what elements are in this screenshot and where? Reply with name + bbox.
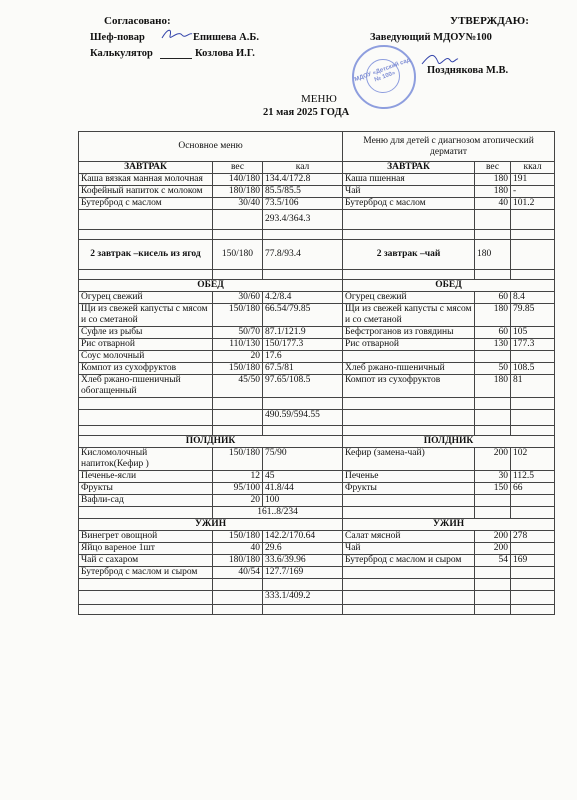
kkal-diet: 102 [511,448,555,471]
kkal-diet: 81 [511,375,555,398]
approved-left: Согласовано: [104,15,171,27]
kkal-diet [511,495,555,507]
table-row [79,351,555,363]
w-label-diet: вес [475,162,511,174]
menu-date: 21 мая 2025 ГОДА [263,107,350,118]
head-signature [420,50,460,70]
dish-main: Печенье-ясли [79,471,213,483]
dish-main: Чай с сахаром [79,555,213,567]
total-value: 161..8/234 [213,507,343,519]
weight-diet: 180 [475,174,511,186]
weight-main: 45/50 [213,375,263,398]
weight-diet: 54 [475,555,511,567]
dish-diet: Бутерброд с маслом [343,198,475,210]
weight-diet: 200 [475,531,511,543]
dish-diet: Чай [343,186,475,198]
kal-main: 97.65/108.5 [263,375,343,398]
second-breakfast-row [79,240,555,270]
weight-diet: 30 [475,471,511,483]
table-row [79,363,555,375]
weight-main: 40 [213,543,263,555]
kkal-diet: 108.5 [511,363,555,375]
table-row [79,186,555,198]
kkal-diet: 169 [511,555,555,567]
total-value: 490.59/594.55 [263,410,343,426]
stamp-text: МДОУ «Детский сад № 100» [353,57,412,84]
dish-main: Суфле из рыбы [79,327,213,339]
weight-diet: 130 [475,339,511,351]
kal-main: 45 [263,471,343,483]
kkal-label: ккал [511,162,555,174]
calculator-label: Калькулятор [90,48,153,59]
weight-diet: 60 [475,292,511,304]
calculator-name: Козлова И.Г. [195,48,255,59]
dish-diet: Бефстроганов из говядины [343,327,475,339]
kal-main: 85.5/85.5 [263,186,343,198]
weight-diet: 200 [475,543,511,555]
calculator-signature-line [160,58,192,59]
dish-diet: Компот из сухофруктов [343,375,475,398]
breakfast-body [79,174,555,210]
dish-main: Бутерброд с маслом [79,198,213,210]
kal-main: 73.5/106 [263,198,343,210]
menu-table [78,131,555,615]
total-value: 333.1/409.2 [263,591,343,605]
head-name: Позднякова М.В. [427,65,509,76]
dinner-total [79,591,555,605]
weight-main: 150/180 [213,304,263,327]
breakfast-header [79,162,555,174]
kal-main: 134.4/172.8 [263,174,343,186]
approve-right: УТВЕРЖДАЮ: [450,15,529,27]
dish-diet: Салат мясной [343,531,475,543]
table-row [79,375,555,398]
breakfast-total [79,210,555,230]
table-row [79,495,555,507]
w-label: вес [213,162,263,174]
table-row [79,543,555,555]
weight-main: 140/180 [213,174,263,186]
weight-main: 150/180 [213,531,263,543]
breakfast-label-diet: ЗАВТРАК [343,162,475,174]
kkal-diet: 278 [511,531,555,543]
weight-main: 95/100 [213,483,263,495]
table-row [79,327,555,339]
chef-name: Епишева А.Б. [193,32,259,43]
kkal-diet: 66 [511,483,555,495]
dish-main: Щи из свежей капусты с мясом и со сметаной [79,304,213,327]
b2-diet: 2 завтрак –чай [343,240,475,270]
table-row [79,198,555,210]
weight-diet [475,495,511,507]
lunch-label-diet: ОБЕД [343,280,555,292]
kkal-diet: 105 [511,327,555,339]
kal-main: 29.6 [263,543,343,555]
lunch-body [79,292,555,398]
kkal-diet: 79.85 [511,304,555,327]
dish-diet: Огурец свежий [343,292,475,304]
dish-main: Каша вязкая манная молочная [79,174,213,186]
table-row [79,555,555,567]
b2-diet-weight: 180 [475,240,511,270]
weight-diet: 60 [475,327,511,339]
dish-diet: Чай [343,543,475,555]
weight-main: 110/130 [213,339,263,351]
kal-main: 17.6 [263,351,343,363]
weight-main: 180/180 [213,186,263,198]
weight-main: 40/54 [213,567,263,579]
dish-main: Компот из сухофруктов [79,363,213,375]
weight-main: 150/180 [213,363,263,375]
table-row [79,292,555,304]
chef-label: Шеф-повар [90,32,145,43]
kal-main: 4.2/8.4 [263,292,343,304]
dish-diet: Бутерброд с маслом и сыром [343,555,475,567]
kal-main: 150/177.3 [263,339,343,351]
kal-main: 75/90 [263,448,343,471]
dish-main: Кофейный напиток с молоком [79,186,213,198]
dish-diet: Рис отварной [343,339,475,351]
table-row [79,567,555,579]
kal-main: 66.54/79.85 [263,304,343,327]
weight-main: 30/40 [213,198,263,210]
weight-main: 150/180 [213,448,263,471]
dish-diet [343,351,475,363]
col-diet: Меню для детей с диагнозом атопический дерматит [343,132,555,162]
dish-diet: Кефир (замена-чай) [343,448,475,471]
dish-diet [343,567,475,579]
dinner-label: УЖИН [79,519,343,531]
weight-main: 20 [213,495,263,507]
breakfast-label: ЗАВТРАК [79,162,213,174]
kal-label: кал [263,162,343,174]
snack-label: ПОЛДНИК [79,436,343,448]
dish-main: Огурец свежий [79,292,213,304]
b2-main: 2 завтрак –кисель из ягод [79,240,213,270]
lunch-header [79,280,555,292]
official-stamp [352,45,416,109]
snack-body [79,448,555,507]
total-value: 293.4/364.3 [263,210,343,230]
dish-main: Хлеб ржано-пшеничный обогащенный [79,375,213,398]
snack-header [79,436,555,448]
snack-total [79,507,555,519]
lunch-total [79,410,555,426]
weight-diet: 180 [475,375,511,398]
weight-diet: 180 [475,304,511,327]
kal-main: 67.5/81 [263,363,343,375]
dish-main: Фрукты [79,483,213,495]
dish-diet: Щи из свежей капусты с мясом и со сметаной [343,304,475,327]
table-row [79,471,555,483]
table-row [79,304,555,327]
dinner-header [79,519,555,531]
weight-diet: 200 [475,448,511,471]
kkal-diet: 191 [511,174,555,186]
kal-main: 87.1/121.9 [263,327,343,339]
kkal-diet [511,543,555,555]
dish-diet: Печенье [343,471,475,483]
dish-main: Винегрет овощной [79,531,213,543]
kal-main: 127.7/169 [263,567,343,579]
weight-diet: 180 [475,186,511,198]
kal-main: 41.8/44 [263,483,343,495]
dish-diet [343,495,475,507]
col-main: Основное меню [79,132,343,162]
dish-main: Бутерброд с маслом и сыром [79,567,213,579]
kkal-diet: 8.4 [511,292,555,304]
weight-diet [475,351,511,363]
weight-diet: 40 [475,198,511,210]
kal-main: 33.6/39.96 [263,555,343,567]
dish-diet: Фрукты [343,483,475,495]
weight-diet: 50 [475,363,511,375]
dish-main: Вафли-сад [79,495,213,507]
b2-kal: 77.8/93.4 [263,240,343,270]
weight-main: 50/70 [213,327,263,339]
table-row [79,339,555,351]
kkal-diet [511,567,555,579]
kkal-diet: 112.5 [511,471,555,483]
dish-diet: Каша пшенная [343,174,475,186]
table-row [79,483,555,495]
dish-main: Кисломолочный напиток(Кефир ) [79,448,213,471]
dish-main: Рис отварной [79,339,213,351]
weight-diet: 150 [475,483,511,495]
kkal-diet: 177.3 [511,339,555,351]
kkal-diet [511,351,555,363]
dish-main: Яйцо вареное 1шт [79,543,213,555]
weight-main: 20 [213,351,263,363]
kkal-diet: - [511,186,555,198]
table-row [79,448,555,471]
kkal-diet: 101.2 [511,198,555,210]
dish-main: Соус молочный [79,351,213,363]
kal-main: 142.2/170.64 [263,531,343,543]
head-label: Заведующий МДОУ№100 [370,32,492,43]
weight-diet [475,567,511,579]
weight-main: 12 [213,471,263,483]
dinner-label-diet: УЖИН [343,519,555,531]
b2-weight: 150/180 [213,240,263,270]
table-row [79,531,555,543]
table-row [79,174,555,186]
table-header [79,132,555,162]
kal-main: 100 [263,495,343,507]
menu-title: МЕНЮ [301,93,337,105]
dinner-body [79,531,555,579]
snack-label-diet: ПОЛДНИК [343,436,555,448]
dish-diet: Хлеб ржано-пшеничный [343,363,475,375]
weight-main: 30/60 [213,292,263,304]
weight-main: 180/180 [213,555,263,567]
chef-signature [160,26,194,44]
lunch-label: ОБЕД [79,280,343,292]
